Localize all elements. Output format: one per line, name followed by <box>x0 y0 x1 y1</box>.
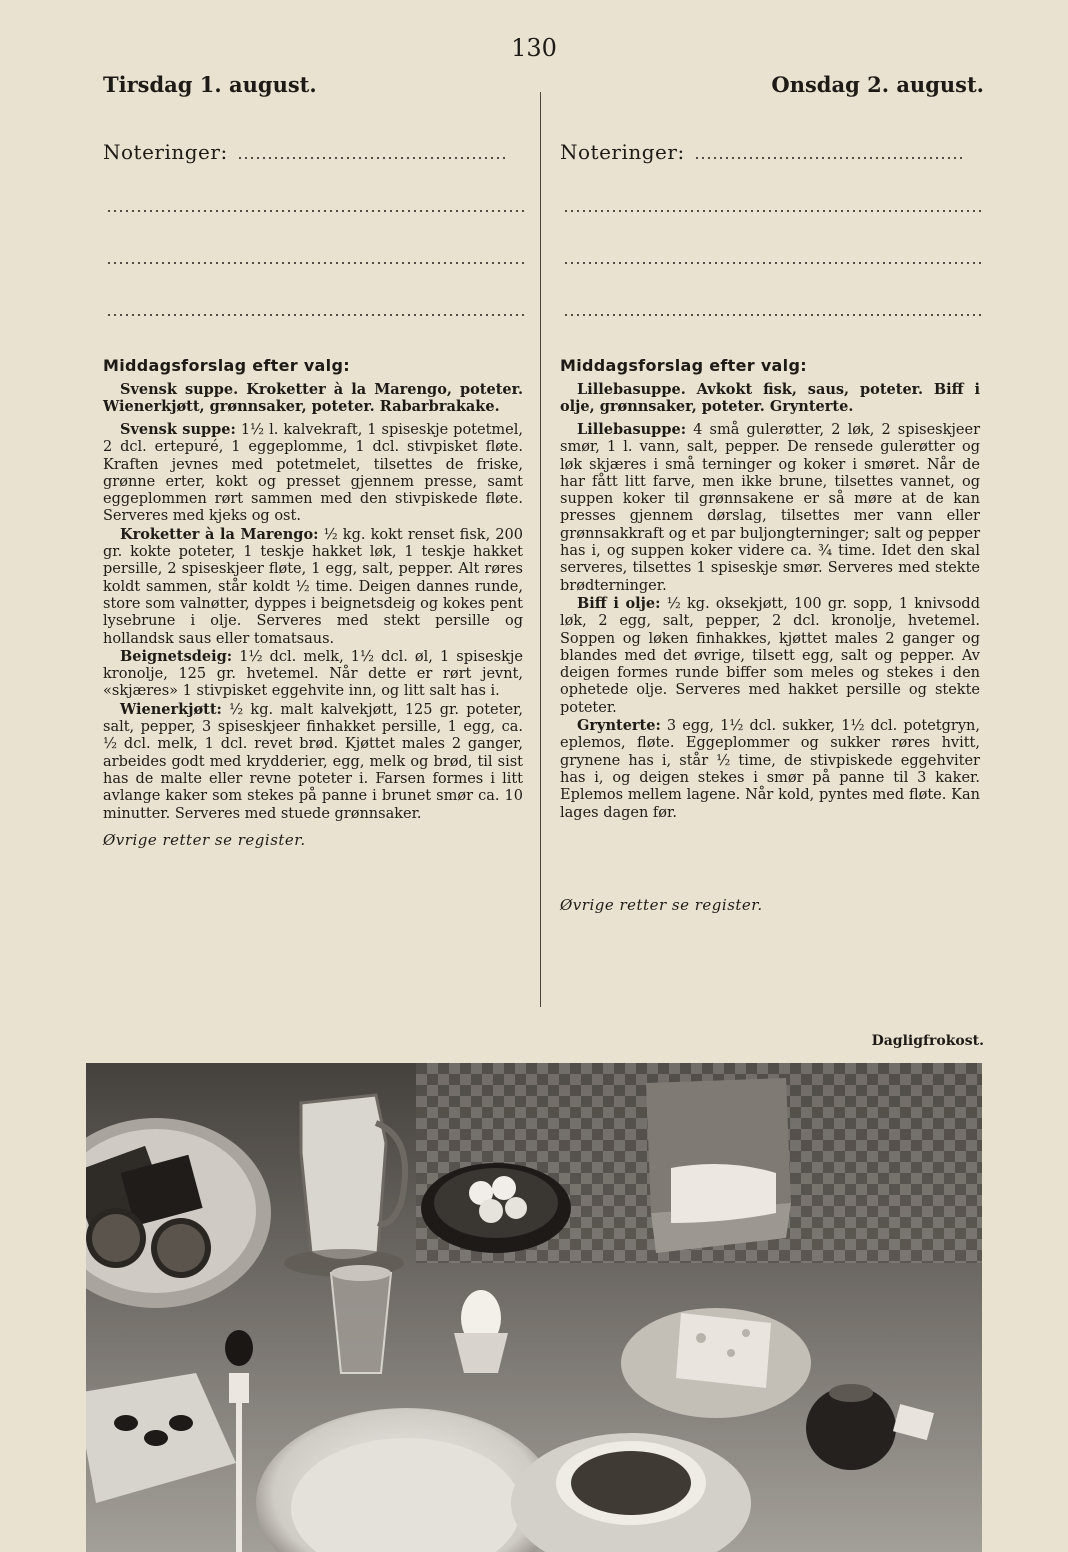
notes-dotted-line <box>106 210 526 212</box>
notes-dotted-line <box>237 157 507 159</box>
other-dishes-note: Øvrige retter se register. <box>103 830 306 849</box>
suggestion-heading: Middagsforslag efter valg: <box>560 356 807 375</box>
recipe <box>560 595 980 717</box>
left-column <box>103 356 523 849</box>
recipe <box>103 701 523 823</box>
photo-caption: Dagligfrokost. <box>871 1033 984 1049</box>
notes-dotted-line <box>563 262 983 264</box>
left-notes <box>103 140 523 164</box>
page-number: 130 <box>511 34 557 62</box>
recipe <box>103 526 523 648</box>
recipe-text: ½ kg. oksekjøtt, 100 gr. sopp, 1 knivsodd løk, 2 egg, salt, pepper, 2 dcl. kronolje, hvetemel. Soppen og løken finhakkes, kjøttet males 2 ganger og blandes med det øvrige, tilsett egg, salt og pepper. Av deigen formes runde biffer som meles og stekes i den ophetede olje. Serveres med hakket persille og stekte poteter. <box>560 595 980 716</box>
recipe <box>103 421 523 526</box>
recipe <box>560 421 980 595</box>
breakfast-photo <box>86 1063 982 1552</box>
recipe-text: ½ kg. malt kalvekjøtt, 125 gr. poteter, salt, pepper, 3 spiseskjeer finhakket persille, 1 egg, ca. ½ dcl. melk, 1 dcl. revet brød. Kjøttet males 2 ganger, arbeides godt med krydderier, egg, melk og brød, til sist has de malte eller revne poteter i. Farsen formes i litt avlange kaker som stekes på panne i brunet smør ca. 10 minutter. Serveres med stuede grønnsaker. <box>103 701 523 822</box>
recipe <box>560 717 980 822</box>
recipe-text: 1½ dcl. melk, 1½ dcl. øl, 1 spiseskje kronolje, 125 gr. hvetemel. Når dette er rørt jevnt, «skjæres» 1 stivpisket eggehvite inn, og litt salt has i. <box>103 648 523 700</box>
notes-dotted-line <box>106 262 526 264</box>
recipe-text: ½ kg. kokt renset fisk, 200 gr. kokte poteter, 1 teskje hakket løk, 1 teskje hakket persille, 2 spiseskjeer fløte, 1 egg, salt, pepper. Alt røres koldt sammen, står koldt ½ time. Deigen dannes runde, store som valnøtter, dyppes i beignetsdeig og kokes pent lysebrune i olje. Serveres med stekt persille og hollandsk saus eller tomatsaus. <box>103 526 523 647</box>
recipe-name: Wienerkjøtt: <box>120 700 222 718</box>
right-column <box>560 356 980 914</box>
other-dishes-note: Øvrige retter se register. <box>560 895 763 914</box>
notes-dotted-line <box>694 157 964 159</box>
notes-dotted-line <box>563 314 983 316</box>
left-day-title: Tirsdag 1. august. <box>103 72 317 97</box>
recipe-text: 1½ l. kalvekraft, 1 spiseskje potetmel, 2 dcl. ertepuré, 1 eggeplomme, 1 dcl. stivpisket fløte. Kraften jevnes med potetmelet, tilsettes de friske, grønne erter, kokt og presset gjennem presse, samt eggeplommen rørt sammen med den stivpiskede fløte. Serveres med kjeks og ost. <box>103 422 523 525</box>
menu-summary: Lillebasuppe. Avkokt fisk, saus, poteter. Biff i olje, grønnsaker, poteter. Grynterte. <box>560 381 980 415</box>
recipe-text: 3 egg, 1½ dcl. sukker, 1½ dcl. potetgryn, eplemos, fløte. Eggeplommer og sukker røres hvitt, grynene has i, står ½ time, de stivpiskede eggehviter has i, og deigen stekes i smør på panne til 3 kaker. Eplemos mellem lagene. Når kold, pyntes med fløte. Kan lages dagen før. <box>560 718 980 821</box>
recipe-name: Grynterte: <box>577 717 661 735</box>
notes-dotted-line <box>106 314 526 316</box>
recipe-name: Svensk suppe: <box>120 421 236 438</box>
recipe-name: Biff i olje: <box>577 594 661 612</box>
column-divider <box>540 92 541 1007</box>
recipe-text: 4 små gulerøtter, 2 løk, 2 spiseskjeer smør, 1 l. vann, salt, pepper. De rensede gulerøtter og løk skjæres i små terninger og koker i smøret. Når de har fått litt farve, men ikke brune, tilsettes vannet, og suppen koker til grønnsakene er så møre at de kan presses gjennem dørslag, tilsettes mer vann eller grønnsakkraft og et par buljongterninger; salt og pepper has i, og suppen koker videre ca. ¾ time. Idet den skal serveres, tilsettes 1 spiseskje smør. Serveres med stekte brødterninger. <box>560 422 980 594</box>
right-notes-label: Noteringer: <box>560 140 685 164</box>
menu-summary: Svensk suppe. Kroketter à la Marengo, poteter. Wienerkjøtt, grønnsaker, poteter. Rabarbrakake. <box>103 381 523 415</box>
right-notes <box>560 140 980 164</box>
right-day-title: Onsdag 2. august. <box>771 72 984 97</box>
recipe-name: Kroketter à la Marengo: <box>120 525 319 543</box>
recipe <box>103 648 523 701</box>
notes-dotted-line <box>563 210 983 212</box>
recipe-name: Beignetsdeig: <box>120 647 233 665</box>
left-notes-label: Noteringer: <box>103 140 228 164</box>
recipe-name: Lillebasuppe: <box>577 421 687 438</box>
suggestion-heading: Middagsforslag efter valg: <box>103 356 350 375</box>
